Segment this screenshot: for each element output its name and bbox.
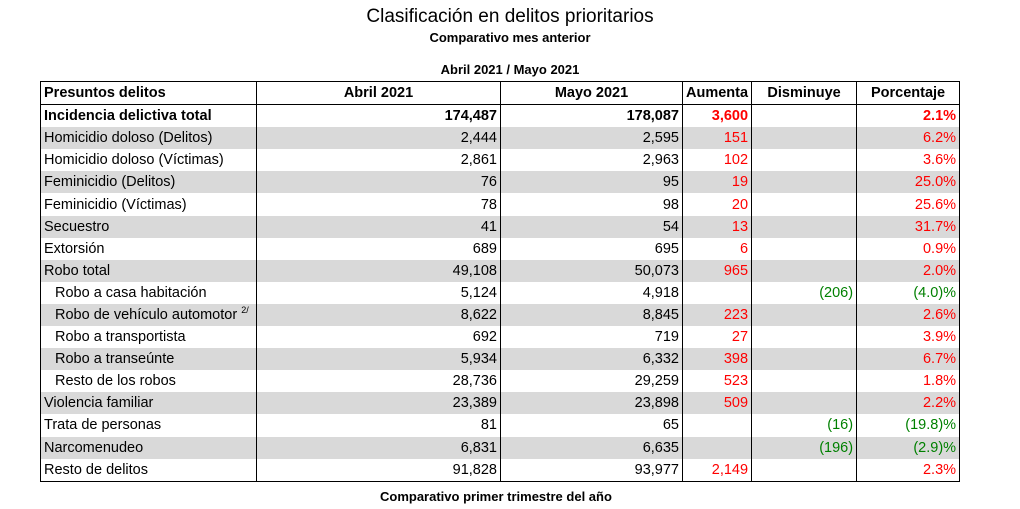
cell-decrease — [752, 149, 857, 171]
cell-percent: 0.9% — [857, 238, 960, 260]
table-row — [41, 414, 960, 436]
cell-increase: 151 — [683, 127, 752, 149]
cell-percent: 2.6% — [857, 304, 960, 326]
cell-april: 91,828 — [257, 459, 501, 482]
table-row — [41, 216, 960, 238]
cell-may: 2,963 — [501, 149, 683, 171]
cell-may: 2,595 — [501, 127, 683, 149]
cell-percent: 31.7% — [857, 216, 960, 238]
cell-decrease — [752, 193, 857, 215]
cell-crime: Extorsión — [41, 238, 257, 260]
cell-may: 65 — [501, 414, 683, 436]
cell-may: 23,898 — [501, 392, 683, 414]
cell-april: 5,934 — [257, 348, 501, 370]
cell-crime: Secuestro — [41, 216, 257, 238]
cell-april: 49,108 — [257, 260, 501, 282]
cell-increase: 19 — [683, 171, 752, 193]
cell-april: 28,736 — [257, 370, 501, 392]
cell-percent: 2.3% — [857, 459, 960, 482]
cell-may: 178,087 — [501, 105, 683, 128]
cell-decrease — [752, 105, 857, 128]
cell-increase: 6 — [683, 238, 752, 260]
cell-percent: 2.1% — [857, 105, 960, 128]
table-row — [41, 171, 960, 193]
cell-decrease — [752, 370, 857, 392]
cell-crime: Robo a transeúnte — [41, 348, 257, 370]
crime-comparison-table — [40, 81, 960, 482]
cell-april: 76 — [257, 171, 501, 193]
table-row — [41, 238, 960, 260]
cell-decrease — [752, 238, 857, 260]
cell-increase — [683, 414, 752, 436]
cell-crime: Feminicidio (Delitos) — [41, 171, 257, 193]
cell-crime: Resto de los robos — [41, 370, 257, 392]
cell-decrease — [752, 326, 857, 348]
table-row — [41, 326, 960, 348]
cell-percent: (19.8)% — [857, 414, 960, 436]
table-row — [41, 193, 960, 215]
cell-decrease — [752, 216, 857, 238]
cell-may: 50,073 — [501, 260, 683, 282]
header-crime: Presuntos delitos — [41, 82, 257, 105]
cell-decrease — [752, 171, 857, 193]
cell-crime: Violencia familiar — [41, 392, 257, 414]
footnote-marker: 2/ — [241, 305, 249, 316]
cell-percent: (2.9)% — [857, 437, 960, 459]
table-row — [41, 437, 960, 459]
cell-percent: 25.0% — [857, 171, 960, 193]
cell-increase: 13 — [683, 216, 752, 238]
table-row — [41, 459, 960, 482]
cell-decrease — [752, 260, 857, 282]
header-april: Abril 2021 — [257, 82, 501, 105]
cell-april: 41 — [257, 216, 501, 238]
cell-crime: Narcomenudeo — [41, 437, 257, 459]
header-percent: Porcentaje — [857, 82, 960, 105]
cell-may: 6,635 — [501, 437, 683, 459]
header-increase: Aumenta — [683, 82, 752, 105]
cell-crime: Robo a transportista — [41, 326, 257, 348]
cell-april: 2,444 — [257, 127, 501, 149]
cell-april: 6,831 — [257, 437, 501, 459]
cell-decrease — [752, 127, 857, 149]
header-may: Mayo 2021 — [501, 82, 683, 105]
report-subtitle: Comparativo mes anterior — [429, 30, 591, 45]
cell-percent: 2.0% — [857, 260, 960, 282]
cell-increase: 27 — [683, 326, 752, 348]
cell-may: 98 — [501, 193, 683, 215]
cell-increase: 2,149 — [683, 459, 752, 482]
cell-crime: Homicidio doloso (Delitos) — [41, 127, 257, 149]
cell-april: 689 — [257, 238, 501, 260]
cell-crime: Robo a casa habitación — [41, 282, 257, 304]
table-row — [41, 260, 960, 282]
cell-may: 29,259 — [501, 370, 683, 392]
cell-increase: 3,600 — [683, 105, 752, 128]
cell-decrease — [752, 348, 857, 370]
cell-april: 78 — [257, 193, 501, 215]
cell-decrease: (196) — [752, 437, 857, 459]
cell-decrease — [752, 392, 857, 414]
cell-april: 692 — [257, 326, 501, 348]
cell-percent: 3.9% — [857, 326, 960, 348]
cell-may: 54 — [501, 216, 683, 238]
cell-increase — [683, 282, 752, 304]
cell-crime: Robo total — [41, 260, 257, 282]
table-row — [41, 370, 960, 392]
table-row — [41, 149, 960, 171]
footer-note: Comparativo primer trimestre del año — [380, 489, 612, 504]
cell-increase: 398 — [683, 348, 752, 370]
cell-may: 8,845 — [501, 304, 683, 326]
cell-decrease: (206) — [752, 282, 857, 304]
cell-increase: 523 — [683, 370, 752, 392]
cell-percent: (4.0)% — [857, 282, 960, 304]
report-period: Abril 2021 / Mayo 2021 — [440, 62, 580, 77]
cell-may: 4,918 — [501, 282, 683, 304]
cell-crime: Trata de personas — [41, 414, 257, 436]
table-row — [41, 304, 960, 326]
table-row — [41, 392, 960, 414]
cell-may: 695 — [501, 238, 683, 260]
cell-percent: 1.8% — [857, 370, 960, 392]
cell-crime: Robo de vehículo automotor $^{2/}$ — [41, 304, 257, 326]
cell-increase: 965 — [683, 260, 752, 282]
cell-may: 93,977 — [501, 459, 683, 482]
cell-april: 5,124 — [257, 282, 501, 304]
cell-percent: 3.6% — [857, 149, 960, 171]
cell-increase: 20 — [683, 193, 752, 215]
cell-crime: Homicidio doloso (Víctimas) — [41, 149, 257, 171]
cell-may: 95 — [501, 171, 683, 193]
cell-april: 81 — [257, 414, 501, 436]
cell-april: 8,622 — [257, 304, 501, 326]
cell-crime: Feminicidio (Víctimas) — [41, 193, 257, 215]
cell-may: 719 — [501, 326, 683, 348]
header-row — [41, 82, 960, 105]
cell-april: 23,389 — [257, 392, 501, 414]
cell-decrease: (16) — [752, 414, 857, 436]
cell-percent: 25.6% — [857, 193, 960, 215]
table-row — [41, 105, 960, 128]
cell-may: 6,332 — [501, 348, 683, 370]
cell-increase — [683, 437, 752, 459]
table-row — [41, 127, 960, 149]
cell-increase: 509 — [683, 392, 752, 414]
cell-crime: Resto de delitos — [41, 459, 257, 482]
cell-percent: 6.7% — [857, 348, 960, 370]
cell-increase: 223 — [683, 304, 752, 326]
report-title: Clasificación en delitos prioritarios — [366, 6, 654, 27]
cell-april: 2,861 — [257, 149, 501, 171]
cell-percent: 6.2% — [857, 127, 960, 149]
cell-increase: 102 — [683, 149, 752, 171]
cell-decrease — [752, 304, 857, 326]
cell-crime: Incidencia delictiva total — [41, 105, 257, 128]
cell-percent: 2.2% — [857, 392, 960, 414]
table-row — [41, 348, 960, 370]
table-row — [41, 282, 960, 304]
cell-april: 174,487 — [257, 105, 501, 128]
header-decrease: Disminuye — [752, 82, 857, 105]
cell-decrease — [752, 459, 857, 482]
